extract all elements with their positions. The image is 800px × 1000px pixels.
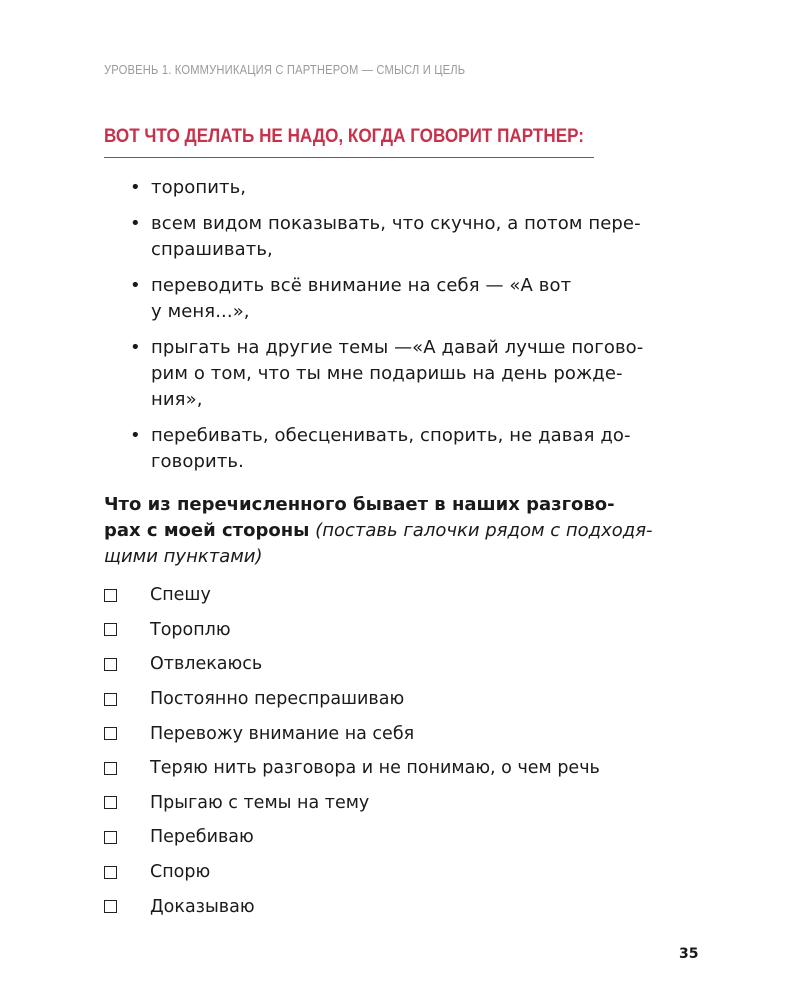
- question-instruction: щими пунктами): [104, 546, 263, 567]
- checkbox[interactable]: [104, 900, 117, 913]
- list-item: [130, 335, 710, 413]
- list-item: [130, 211, 710, 263]
- bullet-icon: •: [130, 275, 141, 296]
- page-number: 35: [679, 946, 699, 962]
- checkbox[interactable]: [104, 623, 117, 636]
- checkbox[interactable]: [104, 727, 117, 740]
- bullet-icon: •: [130, 177, 141, 198]
- list-item-line: переводить всё внимание на себя — «А вот: [151, 275, 572, 296]
- checkbox[interactable]: [104, 866, 117, 879]
- checkbox[interactable]: [104, 831, 117, 844]
- checklist-label: Перевожу внимание на себя: [150, 723, 415, 744]
- checklist-item: [104, 855, 600, 890]
- heading-underline: [104, 157, 594, 158]
- bullet-icon: •: [130, 337, 141, 358]
- question-bold-line: Что из перечисленного бывает в наших разгово-: [104, 494, 615, 515]
- checkbox[interactable]: [104, 762, 117, 775]
- question-instruction: (поставь галочки рядом с подходя-: [309, 520, 653, 541]
- list-item-line: торопить,: [151, 177, 247, 198]
- checklist-item: [104, 889, 600, 924]
- running-header: УРОВЕНЬ 1. КОММУНИКАЦИЯ С ПАРТНЕРОМ — СМЫСЛ И ЦЕЛЬ: [104, 62, 466, 77]
- list-item-line: всем видом показывать, что скучно, а потом пере-: [151, 213, 641, 234]
- checklist-item: [104, 578, 600, 613]
- checklist-label: Теряю нить разговора и не понимаю, о чем речь: [150, 758, 600, 779]
- list-item: [130, 175, 710, 201]
- checklist-item: [104, 786, 600, 821]
- self-check-question: [104, 492, 704, 570]
- checkbox[interactable]: [104, 589, 117, 602]
- list-item-line: спрашивать,: [151, 239, 273, 260]
- checklist-label: Прыгаю с темы на тему: [150, 792, 370, 813]
- list-item-line: у меня...»,: [151, 301, 250, 322]
- checkbox[interactable]: [104, 693, 117, 706]
- checklist-label: Спорю: [150, 862, 211, 883]
- bullet-icon: •: [130, 213, 141, 234]
- checklist-label: Перебиваю: [150, 827, 254, 848]
- checklist-label: Отвлекаюсь: [150, 654, 263, 675]
- checklist-label: Тороплю: [150, 619, 231, 640]
- checklist-label: Доказываю: [150, 896, 255, 917]
- list-item-line: ния»,: [151, 389, 203, 410]
- dont-do-list: [130, 175, 710, 485]
- checklist: [104, 578, 600, 924]
- list-item-line: рим о том, что ты мне подаришь на день рожде-: [151, 363, 623, 384]
- list-item: [130, 423, 710, 475]
- list-item: [130, 273, 710, 325]
- checklist-item: [104, 751, 600, 786]
- section-heading: ВОТ ЧТО ДЕЛАТЬ НЕ НАДО, КОГДА ГОВОРИТ ПАРТНЕР:: [104, 126, 584, 147]
- checklist-item: [104, 613, 600, 648]
- checklist-label: Постоянно переспрашиваю: [150, 689, 405, 710]
- checkbox[interactable]: [104, 658, 117, 671]
- list-item-line: перебивать, обесценивать, спорить, не давая до-: [151, 425, 631, 446]
- bullet-icon: •: [130, 425, 141, 446]
- list-item-line: говорить.: [151, 451, 244, 472]
- question-bold-line: рах с моей стороны: [104, 520, 310, 541]
- checklist-item: [104, 682, 600, 717]
- checklist-item: [104, 647, 600, 682]
- checklist-item: [104, 716, 600, 751]
- checklist-item: [104, 820, 600, 855]
- checkbox[interactable]: [104, 796, 117, 809]
- checklist-label: Спешу: [150, 585, 211, 606]
- list-item-line: прыгать на другие темы —«А давай лучше погово-: [151, 337, 644, 358]
